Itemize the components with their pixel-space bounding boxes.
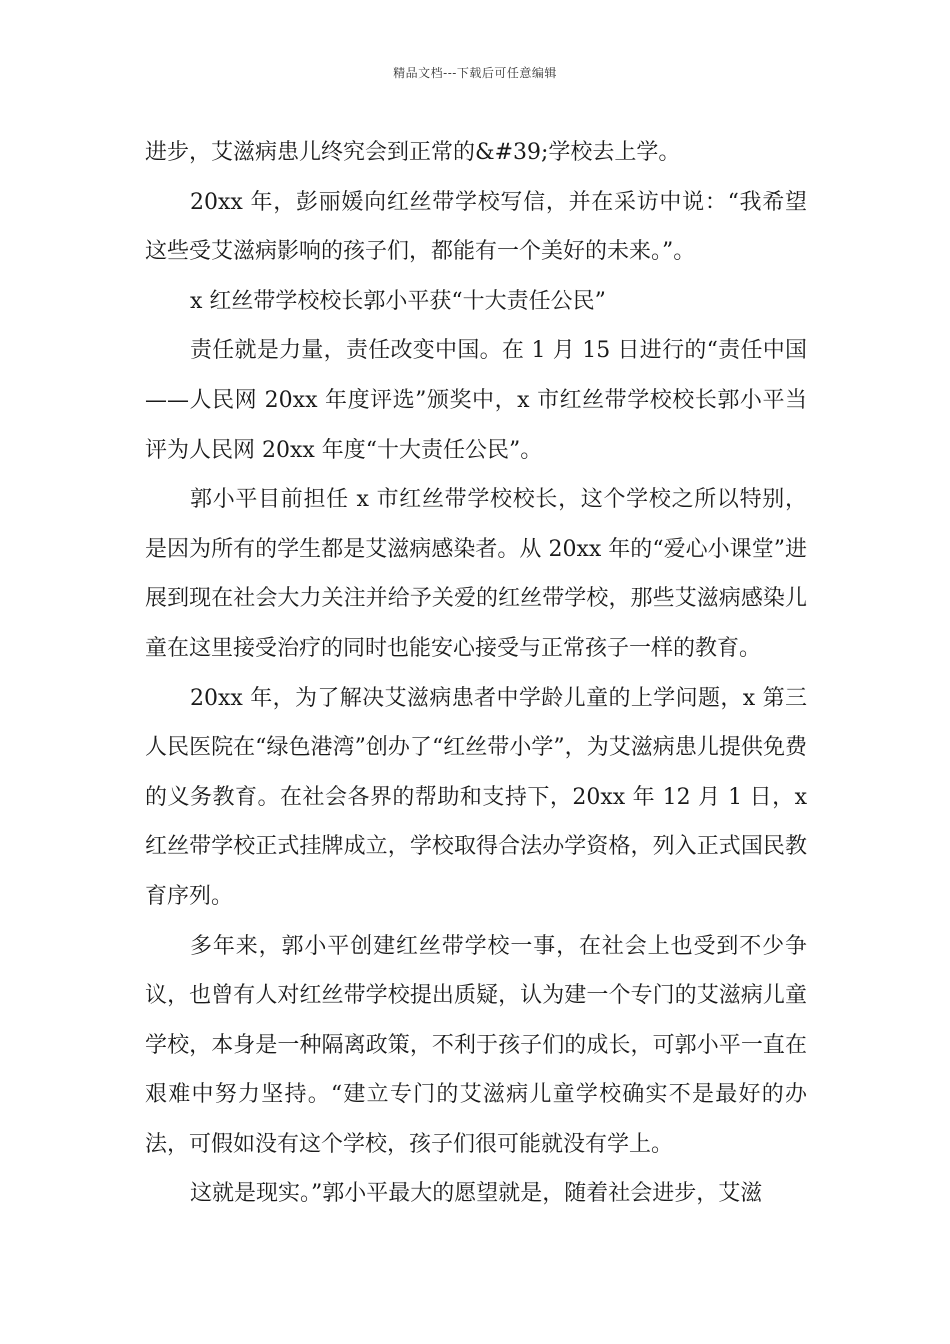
paragraph-4: 责任就是力量，责任改变中国。在 1 月 15 日进行的“责任中国——人民网 20xx 年度评选”颁奖中，x 市红丝带学校校长郭小平当评为人民网 20xx 年度“十大责任公民”。	[145, 338, 807, 463]
paragraph-7: 多年来，郭小平创建红丝带学校一事，在社会上也受到不少争议，也曾有人对红丝带学校提出质疑，认为建一个专门的艾滋病儿童学校，本身是一种隔离政策，不利于孩子们的成长，可郭小平一直在艰难中努力坚持。“建立专门的艾滋病儿童学校确实不是最好的办法，可假如没有这个学校，孩子们很可能就没有学上。	[145, 933, 807, 1157]
paragraph-1: 进步，艾滋病患儿终究会到正常的&#39;学校去上学。	[145, 140, 681, 165]
paragraph-8: 这就是现实。”郭小平最大的愿望就是，随着社会进步，艾滋	[190, 1181, 763, 1207]
paragraph-6: 20xx 年，为了解决艾滋病患者中学龄儿童的上学问题，x 第三人民医院在“绿色港湾”创办了“红丝带小学”，为艾滋病患儿提供免费的义务教育。在社会各界的帮助和支持下，20xx 年 12 月 1 日，x 红丝带学校正式挂牌成立，学校取得合法办学资格，列入正式国民教育序列。	[145, 685, 807, 909]
paragraph-5: 郭小平目前担任 x 市红丝带学校校长，这个学校之所以特别，是因为所有的学生都是艾滋病感染者。从 20xx 年的“爱心小课堂”进展到现在社会大力关注并给予关爱的红丝带学校，那些艾滋病感染儿童在这里接受治疗的同时也能安心接受与正常孩子一样的教育。	[145, 487, 807, 661]
paragraph-2: 20xx 年，彭丽媛向红丝带学校写信，并在采访中说：“我希望这些受艾滋病影响的孩子们，都能有一个美好的未来。”。	[145, 189, 807, 265]
section-heading: x 红丝带学校校长郭小平获“十大责任公民”	[190, 288, 606, 314]
page-header: 精品文档---下载后可任意编辑	[393, 66, 557, 80]
document-body	[145, 128, 807, 1219]
